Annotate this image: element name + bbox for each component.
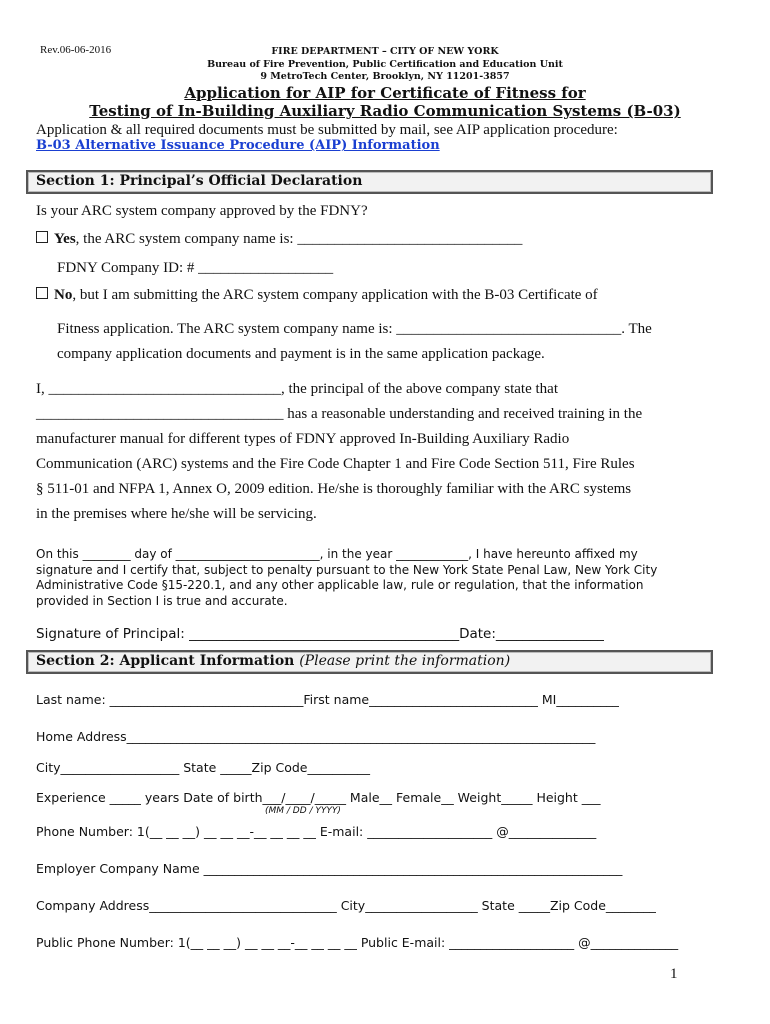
declaration-line2[interactable]: _________________________________ has a reasonable understanding and received training in the [36, 406, 643, 422]
package-note: company application documents and payment is in the same application package. [57, 346, 545, 362]
certification-line2: signature and I certify that, subject to penalty pursuant to the New York State Penal Law, New York City [36, 563, 658, 577]
certification-line4: provided in Section I is true and accurate. [36, 594, 288, 608]
home-address-field[interactable]: Home Address___________________________________________________________________________ [36, 729, 596, 744]
experience-dob-fields[interactable]: Experience _____ years Date of birth___/____/_____ Male__ Female__ Weight_____ Height ___ [36, 790, 601, 805]
no-label: No [54, 287, 73, 303]
employer-company-field[interactable]: Employer Company Name ___________________________________________________________________ [36, 861, 623, 876]
approval-question: Is your ARC system company approved by the FDNY? [36, 203, 368, 219]
no-option [36, 287, 598, 304]
declaration-line3: manufacturer manual for different types of FDNY approved In-Building Auxiliary Radio [36, 431, 570, 447]
public-contact-fields[interactable]: Public Phone Number: 1(__ __ __) __ __ __-__ __ __ __ Public E-mail: ____________________ @______________ [36, 935, 679, 950]
fdny-company-id[interactable]: FDNY Company ID: # __________________ [57, 260, 334, 276]
form-title-line2: Testing of In-Building Auxiliary Radio Communication Systems (B-03) [89, 102, 681, 120]
bureau-name: Bureau of Fire Prevention, Public Certification and Education Unit [207, 59, 563, 70]
declaration-line1[interactable]: I, _______________________________, the principal of the above company state that [36, 381, 558, 397]
address: 9 MetroTech Center, Brooklyn, NY 11201-3857 [260, 71, 510, 82]
declaration-line6: in the premises where he/she will be servicing. [36, 506, 317, 522]
company-name-field[interactable]: Fitness application. The ARC system company name is: ______________________________. The [57, 321, 652, 337]
aip-info-link[interactable]: B-03 Alternative Issuance Procedure (AIP) Information [36, 138, 440, 153]
phone-email-fields[interactable]: Phone Number: 1(__ __ __) __ __ __-__ __ __ __ E-mail: ____________________ @______________ [36, 824, 597, 839]
principal-signature-field[interactable]: Signature of Principal: ________________________________________Date:________________ [36, 626, 604, 642]
yes-text: , the ARC system company name is: ______________________________ [75, 231, 523, 247]
section2-title: Section 2: Applicant Information (Please print the information) [36, 653, 511, 669]
certification-line3: Administrative Code §15-220.1, and any other applicable law, rule or regulation, that the information [36, 578, 644, 592]
form-title-line1: Application for AIP for Certificate of Fitness for [184, 84, 586, 102]
no-checkbox[interactable] [36, 287, 48, 299]
section1-title: Section 1: Principal’s Official Declaration [36, 173, 363, 189]
revision-date: Rev.06-06-2016 [40, 44, 112, 56]
page-number: 1 [670, 966, 678, 982]
dob-format-hint: (MM / DD / YYYY) [265, 806, 341, 816]
company-address-fields[interactable]: Company Address______________________________ City__________________ State _____Zip Code________ [36, 898, 656, 913]
name-fields[interactable]: Last name: _______________________________First name___________________________ MI__________ [36, 692, 619, 707]
section2-header [26, 650, 713, 674]
yes-label: Yes [54, 231, 76, 247]
declaration-line5: § 511-01 and NFPA 1, Annex O, 2009 edition. He/she is thoroughly familiar with the ARC systems [36, 481, 632, 497]
no-text: , but I am submitting the ARC system company application with the B-03 Certificate of [72, 287, 598, 303]
intro-text: Application & all required documents must be submitted by mail, see AIP application procedure: [36, 122, 618, 138]
section1-header [26, 170, 713, 194]
city-state-zip-fields[interactable]: City___________________ State _____Zip Code__________ [36, 760, 370, 775]
certification-line1[interactable]: On this ________ day of ________________________, in the year ____________, I have hereunto affixed my [36, 547, 638, 561]
yes-checkbox[interactable] [36, 231, 48, 243]
department-name: FIRE DEPARTMENT – CITY OF NEW YORK [271, 46, 499, 57]
declaration-line4: Communication (ARC) systems and the Fire Code Chapter 1 and Fire Code Section 511, Fire Rules [36, 456, 635, 472]
yes-option [36, 231, 522, 248]
section2-instruction: (Please print the information) [299, 653, 511, 669]
